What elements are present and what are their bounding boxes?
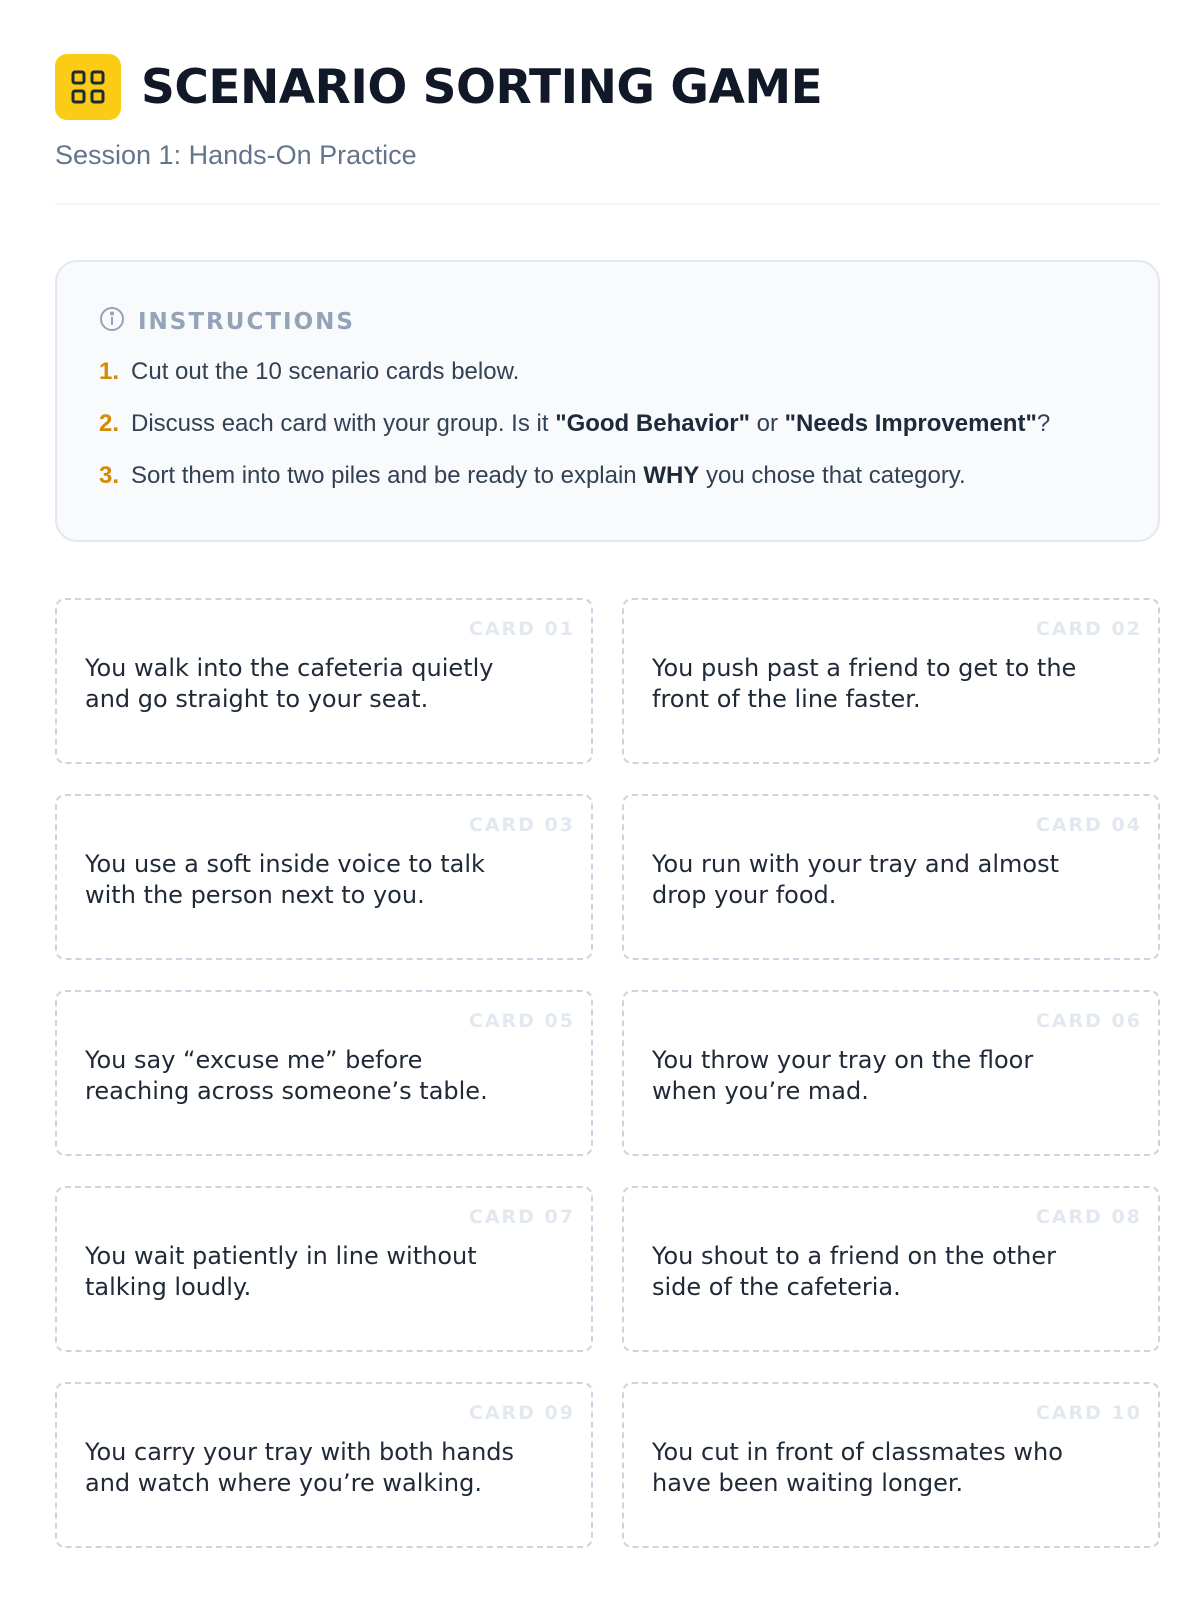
card-text: You carry your tray with both hands and watch where you’re walking.	[85, 1438, 515, 1497]
card-text: You throw your tray on the floor when you’re mad.	[652, 1046, 1034, 1105]
scenario-card[interactable]	[55, 1186, 593, 1352]
card-label: CARD 07	[468, 1206, 575, 1228]
card-text: You shout to a friend on the other side of the cafeteria.	[652, 1242, 1057, 1301]
scenario-card[interactable]	[622, 1186, 1160, 1352]
header-divider	[55, 203, 1160, 205]
scenario-card[interactable]	[55, 794, 593, 960]
card-text: You walk into the cafeteria quietly and go straight to your seat.	[85, 654, 494, 713]
card-label: CARD 04	[1035, 814, 1142, 836]
instructions-panel	[55, 260, 1160, 542]
instructions-heading	[99, 306, 355, 337]
card-label: CARD 06	[1035, 1010, 1142, 1032]
page-subtitle: Session 1: Hands-On Practice	[55, 140, 417, 170]
card-text: You run with your tray and almost drop your food.	[652, 850, 1060, 909]
card-text: You use a soft inside voice to talk with the person next to you.	[85, 850, 485, 909]
scenario-card[interactable]	[622, 990, 1160, 1156]
card-label: CARD 02	[1035, 618, 1142, 640]
scenario-card[interactable]	[622, 1382, 1160, 1548]
scenario-card[interactable]	[622, 598, 1160, 764]
card-text: You say “excuse me” before reaching across someone’s table.	[85, 1046, 488, 1105]
grid-icon	[55, 54, 121, 120]
scenario-card[interactable]	[622, 794, 1160, 960]
page-title: SCENARIO SORTING GAME	[141, 59, 823, 115]
scenario-card[interactable]	[55, 1382, 593, 1548]
instruction-step: 2. Discuss each card with your group. Is it "Good Behavior" or "Needs Improvement"?	[99, 410, 1051, 437]
instructions-title: INSTRUCTIONS	[138, 308, 355, 335]
card-label: CARD 03	[468, 814, 575, 836]
card-label: CARD 10	[1035, 1402, 1142, 1424]
card-label: CARD 05	[468, 1010, 575, 1032]
card-label: CARD 08	[1035, 1206, 1142, 1228]
scenario-card[interactable]	[55, 598, 593, 764]
info-icon	[99, 306, 125, 337]
instruction-step: 3. Sort them into two piles and be ready to explain WHY you chose that category.	[99, 462, 966, 489]
worksheet-page	[55, 0, 1160, 1600]
card-label: CARD 09	[468, 1402, 575, 1424]
scenario-card[interactable]	[55, 990, 593, 1156]
card-text: You push past a friend to get to the front of the line faster.	[652, 654, 1077, 713]
header	[55, 54, 822, 120]
card-text: You wait patiently in line without talking loudly.	[85, 1242, 477, 1301]
card-text: You cut in front of classmates who have been waiting longer.	[652, 1438, 1063, 1497]
card-label: CARD 01	[468, 618, 575, 640]
instruction-step: 1. Cut out the 10 scenario cards below.	[99, 358, 520, 385]
